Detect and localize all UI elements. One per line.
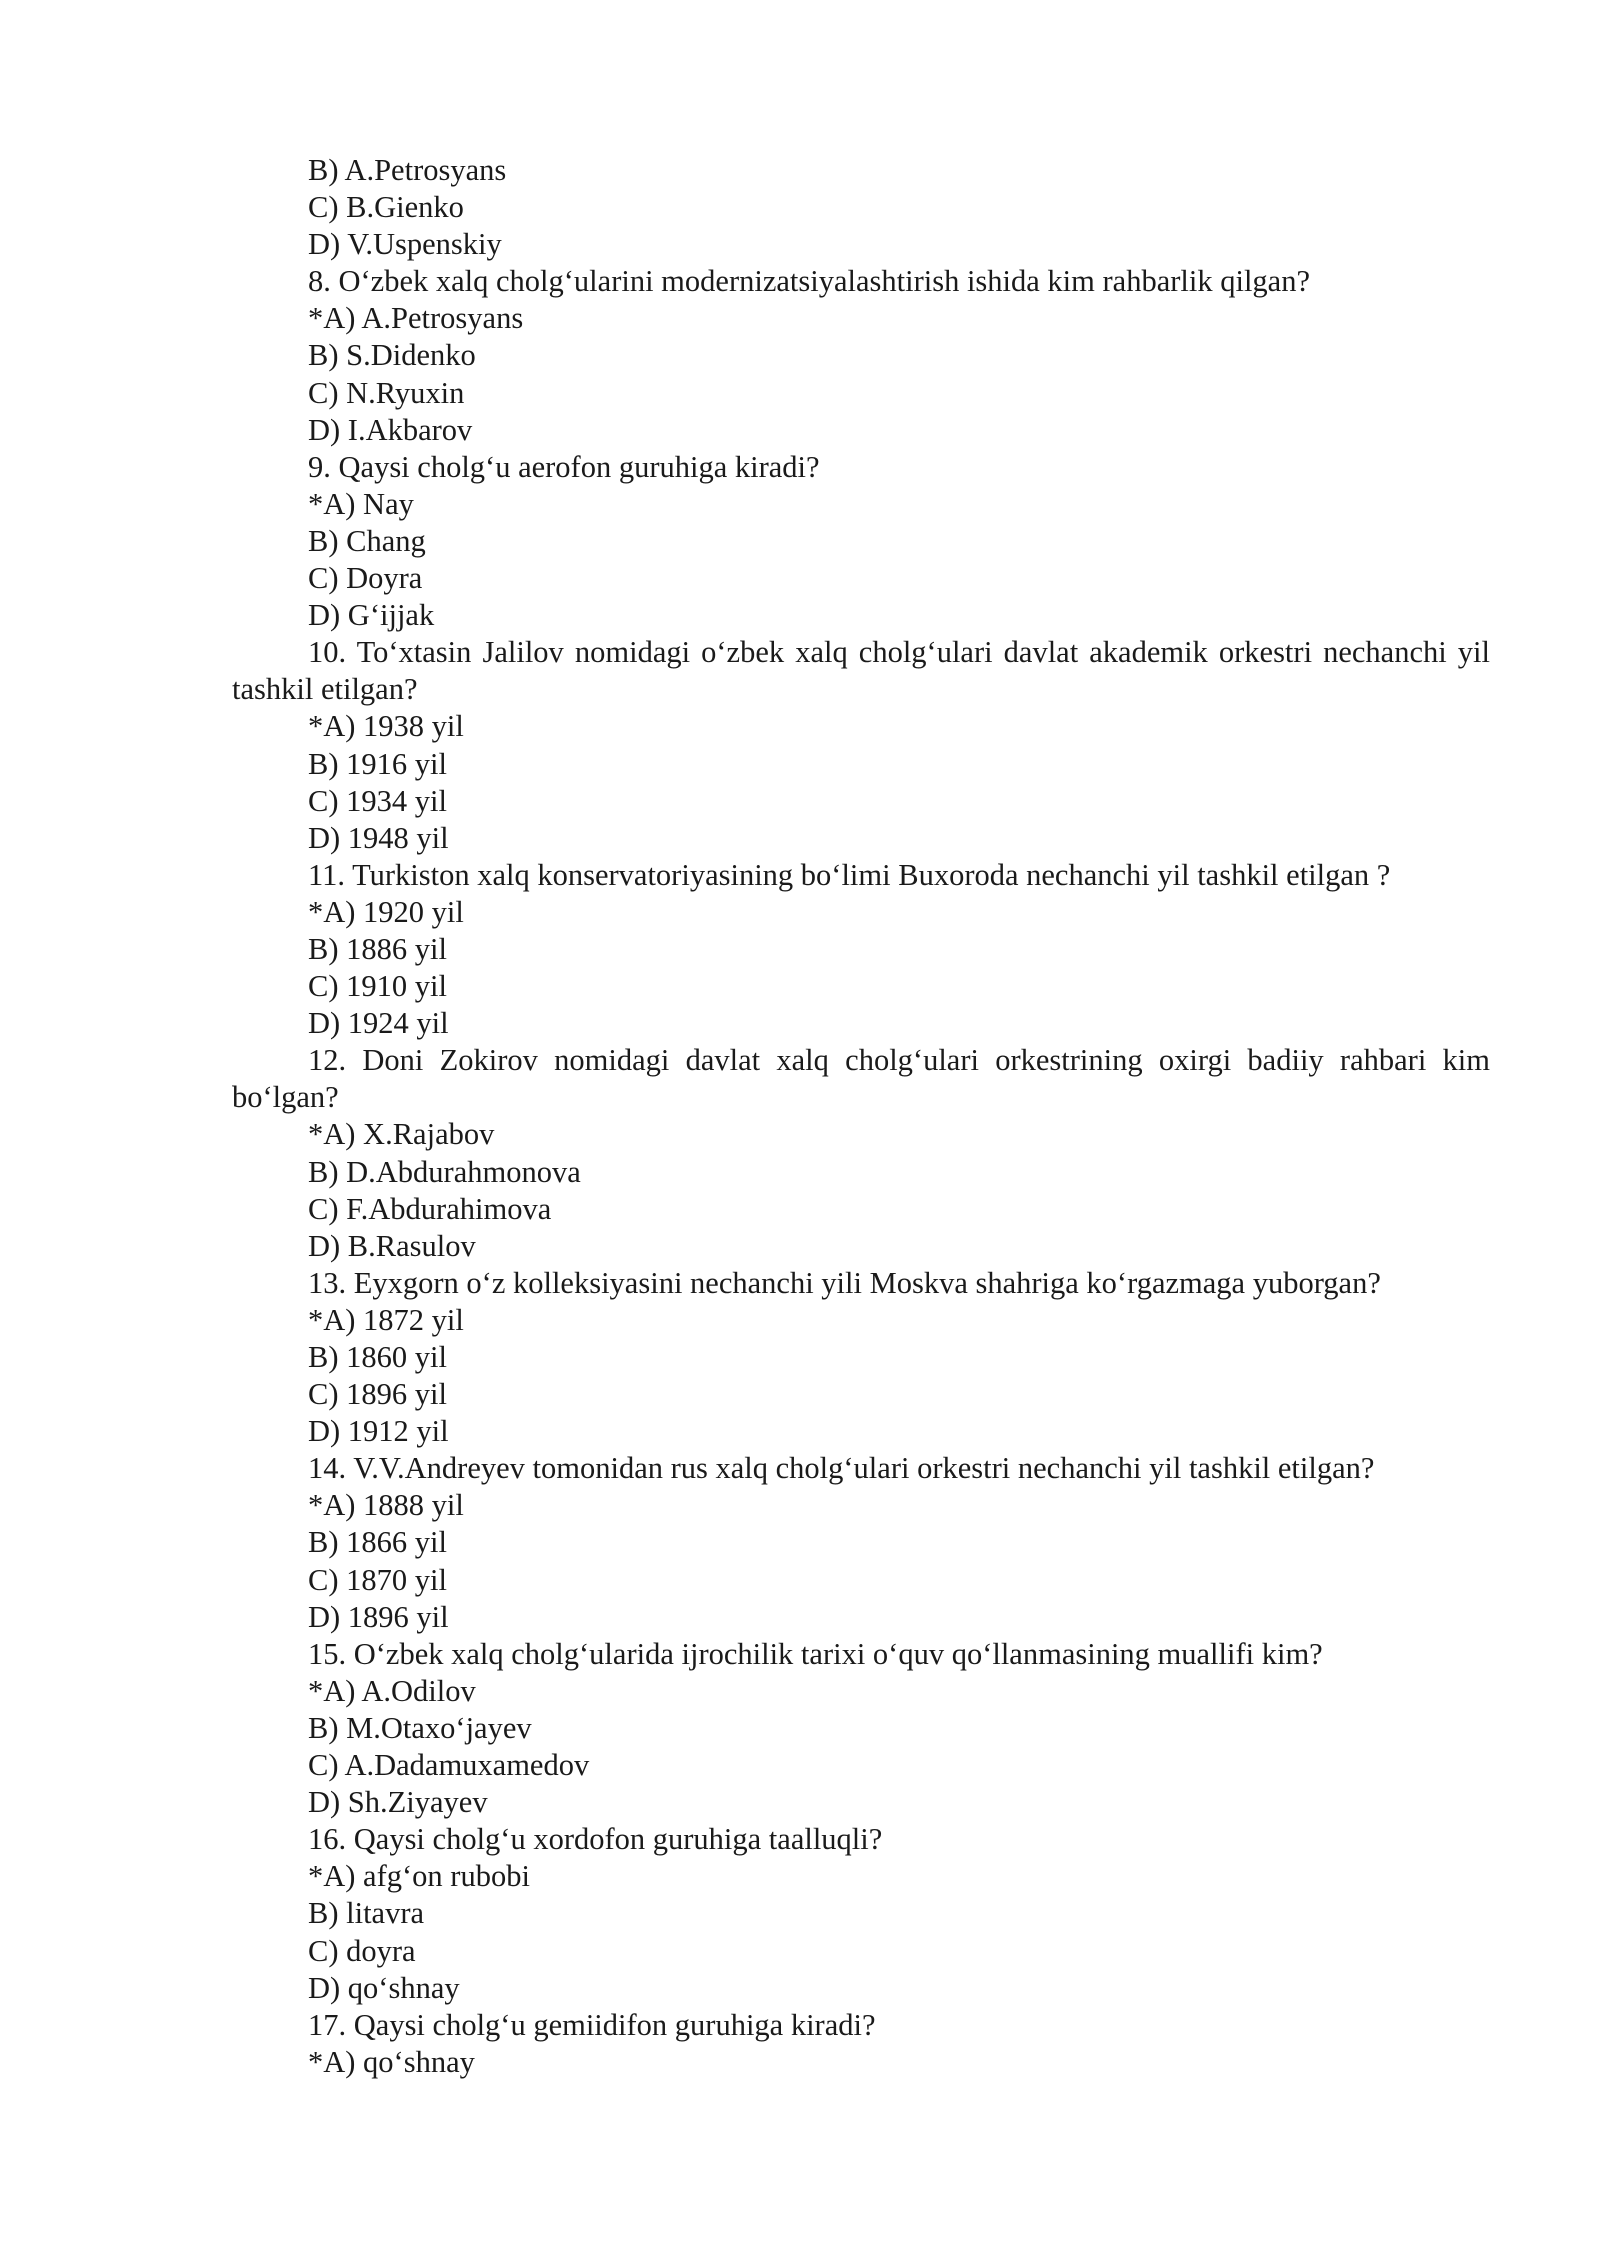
answer-option: C) F.Abdurahimova — [308, 1191, 552, 1226]
answer-option: B) A.Petrosyans — [308, 153, 507, 187]
answer-option: B) M.Otaxo‘jayev — [308, 1710, 532, 1745]
answer-option: B) 1916 yil — [308, 746, 447, 781]
answer-option: B) litavra — [308, 1896, 425, 1931]
answer-option: *A) X.Rajabov — [308, 1117, 495, 1152]
answer-option: C) doyra — [308, 1933, 416, 1968]
answer-option: D) Sh.Ziyayev — [308, 1785, 488, 1820]
answer-option: D) I.Akbarov — [308, 412, 473, 447]
answer-option: B) 1866 yil — [308, 1525, 447, 1560]
answer-option: C) Doyra — [308, 561, 423, 596]
answer-option: D) G‘ijjak — [308, 598, 435, 633]
question-text: 17. Qaysi cholg‘u gemiidifon guruhiga kiradi? — [308, 2007, 876, 2042]
answer-option: B) Chang — [308, 523, 426, 558]
quiz-content — [232, 152, 1490, 2081]
answer-option: B) 1886 yil — [308, 931, 447, 966]
answer-option: C) 1870 yil — [308, 1562, 447, 1597]
question-text: 16. Qaysi cholg‘u xordofon guruhiga taalluqli? — [308, 1822, 883, 1857]
answer-option: *A) afg‘on rubobi — [308, 1859, 530, 1894]
answer-option: *A) A.Petrosyans — [308, 301, 524, 336]
answer-option: *A) qo‘shnay — [308, 2044, 475, 2079]
question-text: 14. V.V.Andreyev tomonidan rus xalq cholg‘ulari orkestri nechanchi yil tashkil etilgan? — [308, 1451, 1375, 1486]
answer-option: C) N.Ryuxin — [308, 375, 465, 410]
answer-option: D) 1924 yil — [308, 1006, 449, 1041]
answer-option: C) 1896 yil — [308, 1377, 447, 1412]
answer-option: *A) 1888 yil — [308, 1488, 464, 1523]
question-text: 15. O‘zbek xalq cholg‘ularida ijrochilik tarixi o‘quv qo‘llanmasining muallifi kim? — [308, 1636, 1323, 1671]
answer-option: D) V.Uspenskiy — [308, 227, 502, 262]
answer-option: *A) 1938 yil — [308, 709, 464, 744]
answer-option: *A) Nay — [308, 486, 414, 521]
question-text: 10. To‘xtasin Jalilov nomidagi o‘zbek xalq cholg‘ulari davlat akademik orkestri nechanchi yil tashkil etilgan? — [232, 635, 1490, 707]
answer-option: D) 1896 yil — [308, 1599, 449, 1634]
answer-option: C) 1910 yil — [308, 969, 447, 1004]
question-text: 12. Doni Zokirov nomidagi davlat xalq cholg‘ulari orkestrining oxirgi badiiy rahbari kim bo‘lgan? — [232, 1043, 1490, 1115]
answer-option: C) 1934 yil — [308, 783, 447, 818]
question-text: 11. Turkiston xalq konservatoriyasining bo‘limi Buxoroda nechanchi yil tashkil etilgan ? — [308, 857, 1391, 892]
answer-option: B) S.Didenko — [308, 338, 476, 373]
answer-option: C) A.Dadamuxamedov — [308, 1748, 590, 1783]
answer-option: B) 1860 yil — [308, 1340, 447, 1374]
answer-option: *A) 1872 yil — [308, 1302, 464, 1337]
answer-option: *A) 1920 yil — [308, 894, 464, 929]
answer-option: *A) A.Odilov — [308, 1673, 476, 1708]
answer-option: B) D.Abdurahmonova — [308, 1154, 581, 1189]
answer-option: D) 1912 yil — [308, 1414, 449, 1449]
question-text: 8. O‘zbek xalq cholg‘ularini modernizatsiyalashtirish ishida kim rahbarlik qilgan? — [308, 264, 1310, 299]
answer-option: D) B.Rasulov — [308, 1228, 476, 1263]
question-text: 9. Qaysi cholg‘u aerofon guruhiga kiradi? — [308, 449, 820, 484]
answer-option: D) qo‘shnay — [308, 1970, 460, 2005]
answer-option: D) 1948 yil — [308, 820, 449, 855]
answer-option: C) B.Gienko — [308, 190, 464, 225]
question-text: 13. Eyxgorn o‘z kolleksiyasini nechanchi yili Moskva shahriga ko‘rgazmaga yuborgan? — [308, 1265, 1381, 1300]
